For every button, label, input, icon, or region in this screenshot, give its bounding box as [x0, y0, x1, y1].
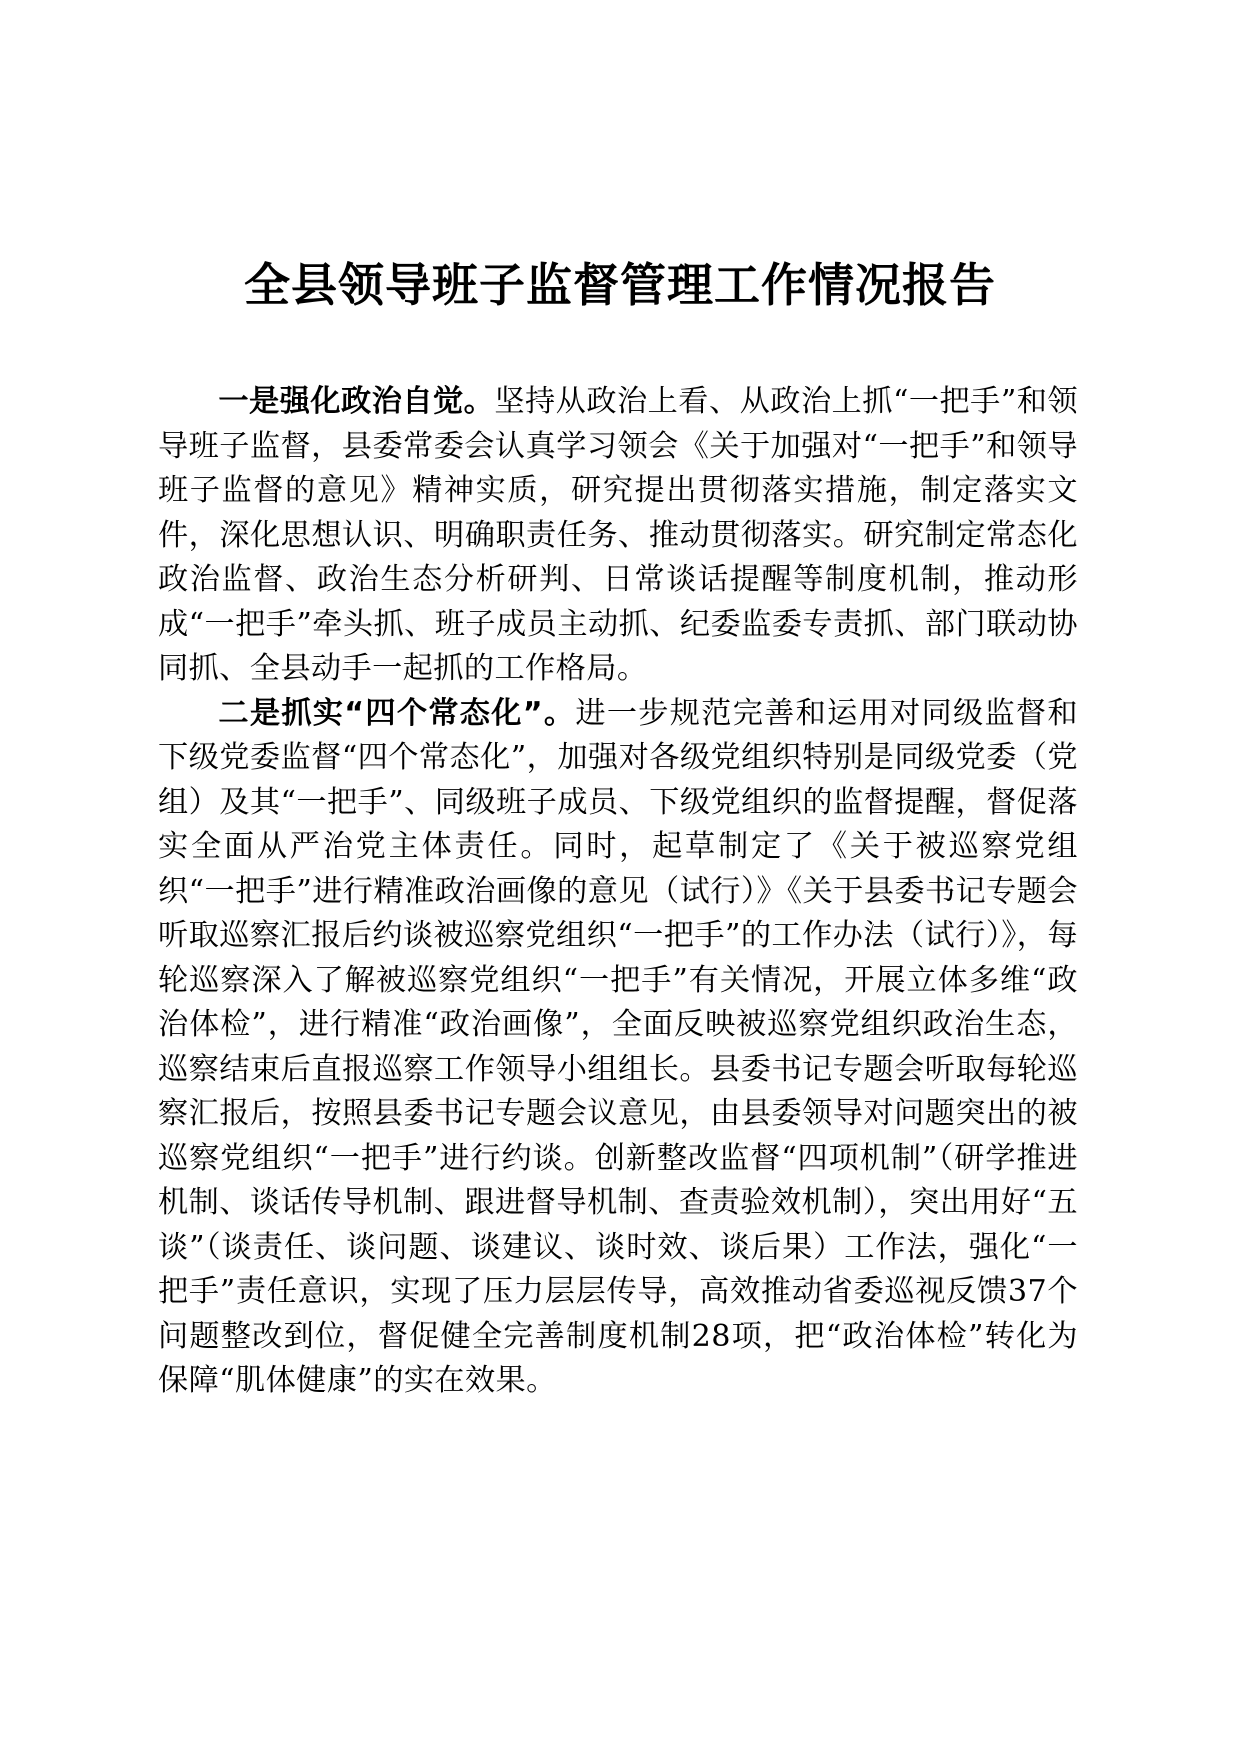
- document-title: 全县领导班子监督管理工作情况报告: [244, 258, 996, 312]
- paragraph-text: 进一步规范完善和运用对同级监督和下级党委监督“四个常态化”，加强对各级党组织特别是同级党委（党组）及其“一把手”、同级班子成员、下级党组织的监督提醒，督促落实全面从严治党主体责任。同时，起草制定了《关于被巡察党组织“一把手”进行精准政治画像的意见（试行）》《关于县委书记专题会听取巡察汇报后约谈被巡察党组织“一把手”的工作办法（试行）》，每轮巡察深入了解被巡察党组织“一把手”有关情况，开展立体多维“政治体检”，进行精准“政治画像”，全面反映被巡察党组织政治生态，巡察结束后直报巡察工作领导小组组长。县委书记专题会听取每轮巡察汇报后，按照县委书记专题会议意见，由县委领导对问题突出的被巡察党组织“一把手”进行约谈。创新整改监督“四项机制”（研学推进机制、谈话传导机制、跟进督导机制、查责验效机制），突出用好“五谈”（谈责任、谈问题、谈建议、谈时效、谈后果）工作法，强化“一把手”责任意识，实现了压力层层传导，高效推动省委巡视反馈37个问题整改到位，督促健全完善制度机制28项，把“政治体检”转化为保障“肌体健康”的实在效果。: [158, 695, 1078, 1398]
- paragraph-four-normalizations: [158, 692, 1078, 1404]
- document-body: [158, 380, 1078, 1404]
- paragraph-lead: 二是抓实“四个常态化”。: [218, 695, 576, 731]
- paragraph-political-awareness: [158, 380, 1078, 692]
- paragraph-text: 坚持从政治上看、从政治上抓“一把手”和领导班子监督，县委常委会认真学习领会《关于加强对“一把手”和领导班子监督的意见》精神实质，研究提出贯彻落实措施，制定落实文件，深化思想认识、明确职责任务、推动贯彻落实。研究制定常态化政治监督、政治生态分析研判、日常谈话提醒等制度机制，推动形成“一把手”牵头抓、班子成员主动抓、纪委监委专责抓、部门联动协同抓、全县动手一起抓的工作格局。: [158, 384, 1078, 686]
- paragraph-lead: 一是强化政治自觉。: [218, 384, 495, 419]
